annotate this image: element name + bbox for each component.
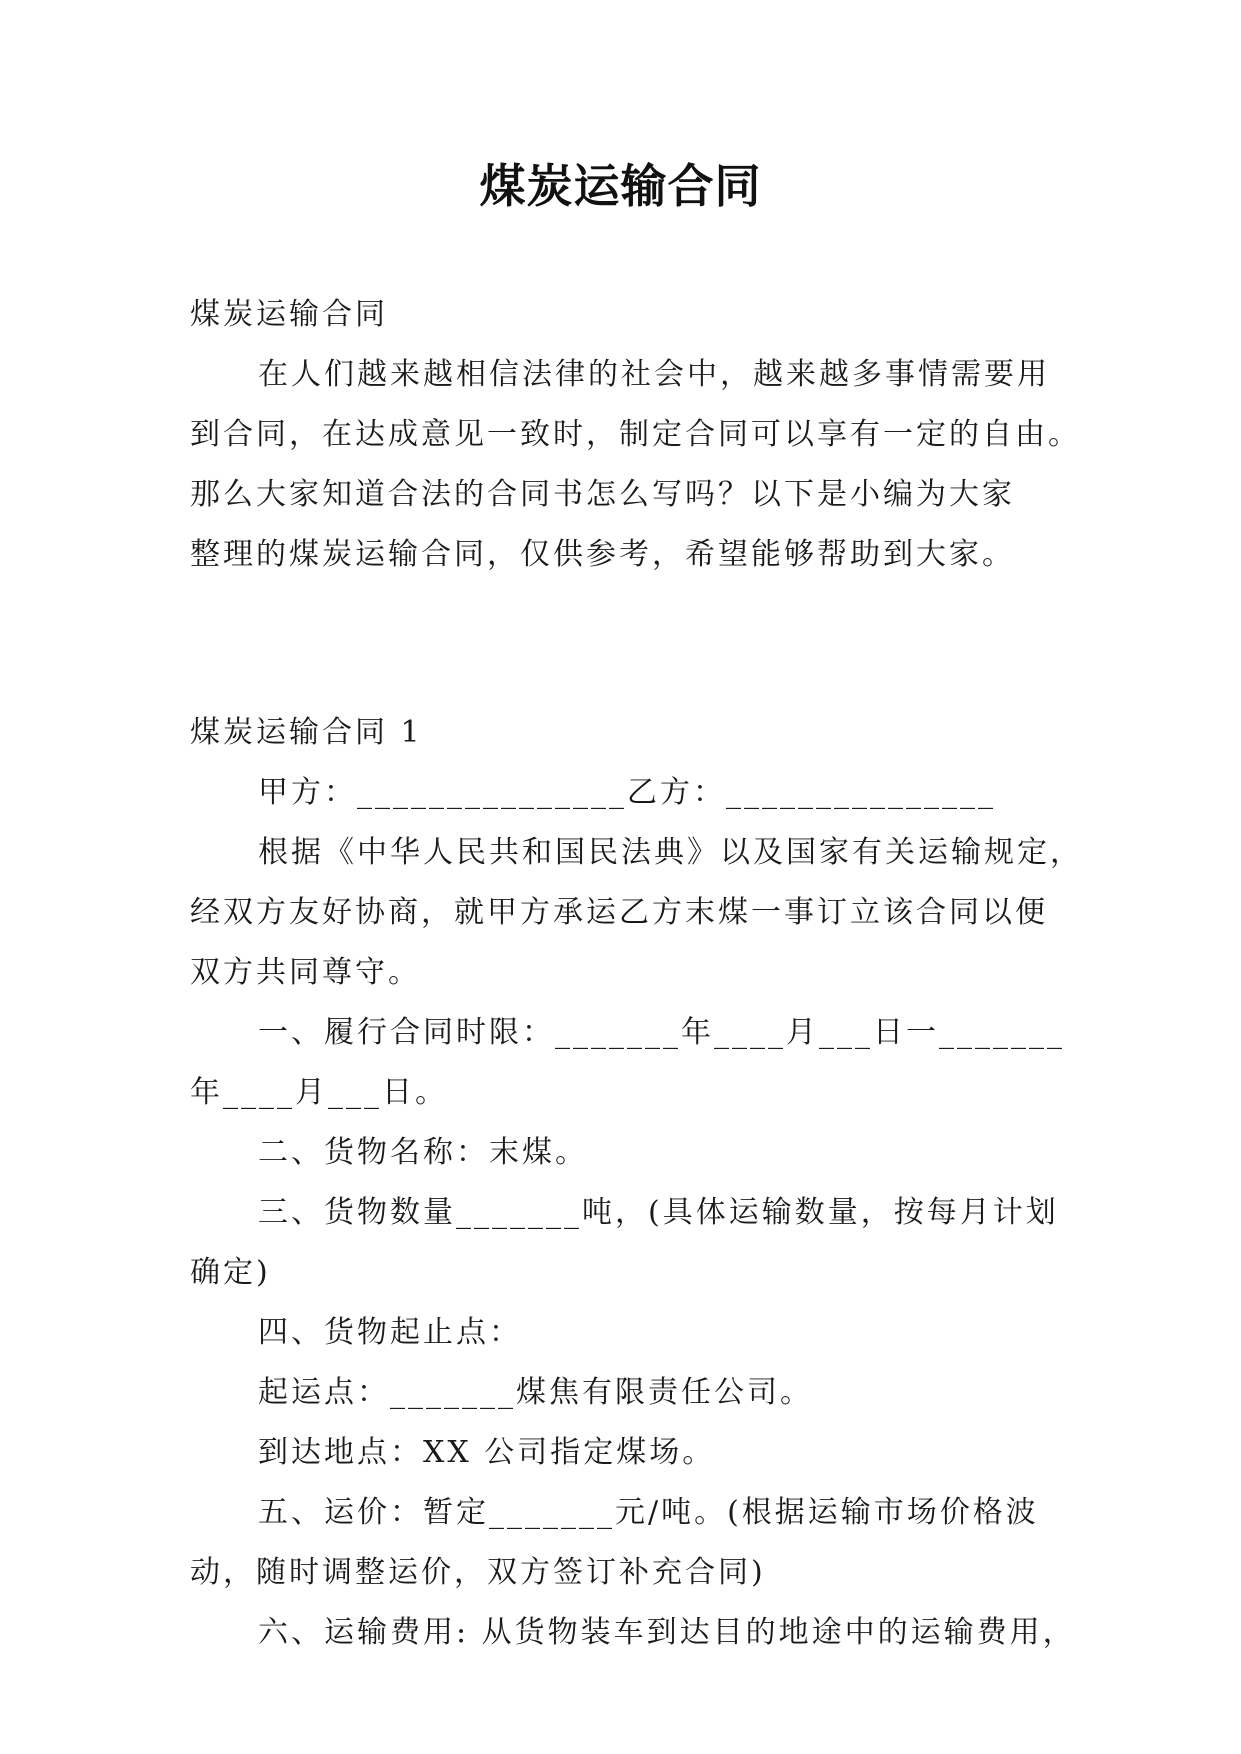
section-spacer [190, 585, 1050, 703]
goods-name-line: 二、货物名称：末煤。 [258, 1135, 588, 1170]
intro-line: 到合同，在达成意见一致时，制定合同可以享有一定的自由。 [190, 417, 1081, 452]
document-title: 煤炭运输合同 [479, 159, 762, 213]
price-line: 五、运价：暂定_______元/吨。(根据运输市场价格波 [258, 1495, 1039, 1530]
basis-line: 经双方友好协商，就甲方承运乙方末煤一事订立该合同以便 [190, 895, 1048, 930]
origin-line: 起运点：_______煤焦有限责任公司。 [258, 1375, 813, 1410]
intro-line: 在人们越来越相信法律的社会中，越来越多事情需要用 [258, 357, 1050, 392]
destination-line: 到达地点：XX 公司指定煤场。 [258, 1435, 716, 1470]
parties-line: 甲方：_______________乙方：_______________ [258, 775, 996, 810]
term-line: 年____月___日。 [190, 1075, 448, 1110]
price-line: 动，随时调整运价，双方签订补充合同) [190, 1555, 766, 1590]
fee-line: 六、运输费用: 从货物装车到达目的地途中的运输费用， [258, 1615, 1076, 1650]
intro-line: 整理的煤炭运输合同，仅供参考，希望能够帮助到大家。 [190, 537, 1015, 572]
basis-line: 双方共同尊守。 [190, 955, 421, 990]
subtitle: 煤炭运输合同 [190, 297, 388, 332]
section-title: 煤炭运输合同 1 [190, 715, 423, 750]
intro-line: 那么大家知道合法的合同书怎么写吗？以下是小编为大家 [190, 477, 1015, 512]
quantity-line: 三、货物数量_______吨，(具体运输数量，按每月计划 [258, 1195, 1059, 1230]
route-title: 四、货物起止点： [258, 1315, 522, 1350]
term-line: 一、履行合同时限：_______年____月___日一_______ [258, 1015, 1065, 1050]
basis-line: 根据《中华人民共和国民法典》以及国家有关运输规定， [258, 835, 1083, 870]
document-body [190, 285, 1083, 1663]
quantity-line: 确定) [190, 1255, 271, 1290]
